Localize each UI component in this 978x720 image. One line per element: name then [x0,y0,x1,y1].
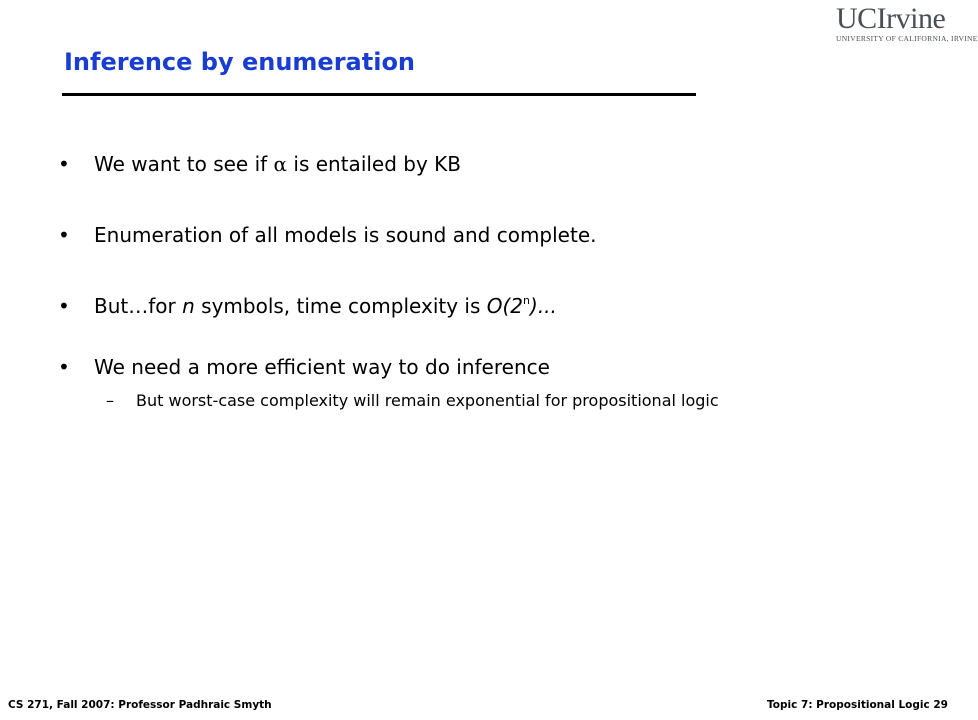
bullet-text-pre: But…for [94,294,183,318]
bullet-text-post: is entailed by KB [287,152,462,176]
bullet-enumeration [58,221,597,249]
footer-course-info: CS 271, Fall 2007: Professor Padhraic Smyth [8,699,272,711]
title-underline [62,93,696,96]
bullet-complexity [58,287,557,320]
ucirvine-logo [836,2,978,44]
sub-bullet-marker: – [106,391,114,410]
logo-wordmark: UCIrvine [836,2,946,35]
bullet-efficient-inference [58,353,550,381]
big-o-open: O(2 [486,294,524,318]
sub-bullet-worst-case [106,390,866,412]
bullet-entailment [58,150,461,178]
bullet-text-pre: We want to see if [94,152,274,176]
sub-bullet-text: But worst-case complexity will remain exponential for propositional logic [136,391,719,410]
bullet-marker: • [58,355,70,379]
bullet-marker: • [58,152,70,176]
footer-topic-page: Topic 7: Propositional Logic 29 [767,699,948,711]
slide-title: Inference by enumeration [64,48,416,76]
bullet-text: We need a more efficient way to do inference [94,355,550,379]
exponent-n: n [523,294,531,307]
variable-n: n [182,294,195,318]
bullet-text-mid: symbols, time complexity is [194,294,487,318]
big-o-close: )... [530,294,557,318]
alpha-symbol: α [273,152,288,176]
logo-subtitle: UNIVERSITY OF CALIFORNIA, IRVINE [836,34,978,43]
bullet-marker: • [58,294,70,318]
bullet-marker: • [58,223,70,247]
bullet-text: Enumeration of all models is sound and complete. [94,223,597,247]
